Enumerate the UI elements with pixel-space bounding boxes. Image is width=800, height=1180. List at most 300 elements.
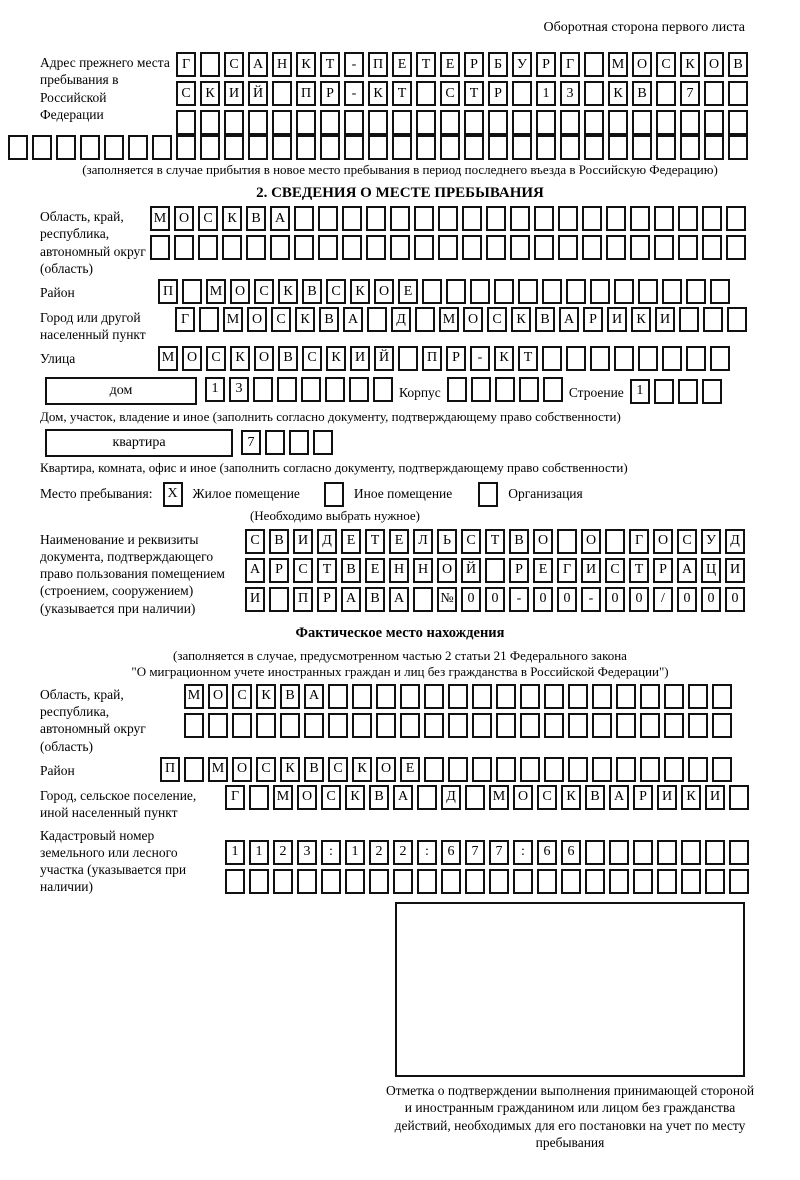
char-cell[interactable]: :	[417, 840, 437, 865]
char-cell[interactable]	[424, 684, 444, 709]
char-cell[interactable]: И	[350, 346, 370, 371]
char-cell[interactable]	[488, 110, 508, 135]
char-cell[interactable]	[464, 135, 484, 160]
char-cell[interactable]	[616, 684, 636, 709]
char-cell[interactable]: 6	[561, 840, 581, 865]
char-cell[interactable]	[320, 135, 340, 160]
char-cell[interactable]: О	[297, 785, 317, 810]
char-cell[interactable]: О	[174, 206, 194, 231]
char-cell[interactable]	[470, 279, 490, 304]
char-cell[interactable]	[296, 110, 316, 135]
char-cell[interactable]: А	[270, 206, 290, 231]
char-cell[interactable]	[224, 135, 244, 160]
char-cell[interactable]	[392, 110, 412, 135]
char-cell[interactable]: Р	[536, 52, 556, 77]
char-cell[interactable]: О	[704, 52, 724, 77]
char-cell[interactable]	[519, 377, 539, 402]
char-cell[interactable]: 3	[297, 840, 317, 865]
char-cell[interactable]	[712, 684, 732, 709]
char-cell[interactable]: О	[376, 757, 396, 782]
char-cell[interactable]	[304, 713, 324, 738]
char-cell[interactable]	[465, 869, 485, 894]
char-cell[interactable]: 0	[677, 587, 697, 612]
char-cell[interactable]	[681, 869, 701, 894]
char-cell[interactable]	[592, 684, 612, 709]
char-cell[interactable]: Й	[248, 81, 268, 106]
char-cell[interactable]: О	[247, 307, 267, 332]
char-cell[interactable]: О	[581, 529, 601, 554]
char-cell[interactable]	[176, 110, 196, 135]
char-cell[interactable]	[678, 379, 698, 404]
char-cell[interactable]	[249, 869, 269, 894]
char-cell[interactable]	[561, 869, 581, 894]
char-cell[interactable]	[80, 135, 100, 160]
char-cell[interactable]: М	[439, 307, 459, 332]
char-cell[interactable]	[417, 785, 437, 810]
char-cell[interactable]: Р	[446, 346, 466, 371]
char-cell[interactable]: П	[160, 757, 180, 782]
char-cell[interactable]: :	[513, 840, 533, 865]
char-cell[interactable]	[640, 713, 660, 738]
char-cell[interactable]: С	[232, 684, 252, 709]
char-cell[interactable]: 0	[701, 587, 721, 612]
char-cell[interactable]: К	[230, 346, 250, 371]
char-cell[interactable]	[630, 235, 650, 260]
char-cell[interactable]: Е	[392, 52, 412, 77]
char-cell[interactable]: У	[701, 529, 721, 554]
char-cell[interactable]	[520, 757, 540, 782]
char-cell[interactable]: И	[655, 307, 675, 332]
char-cell[interactable]	[416, 110, 436, 135]
char-cell[interactable]: Ь	[437, 529, 457, 554]
char-cell[interactable]: Р	[583, 307, 603, 332]
char-cell[interactable]: С	[254, 279, 274, 304]
char-cell[interactable]	[246, 235, 266, 260]
organizatsiya-checkbox[interactable]	[478, 482, 498, 507]
char-cell[interactable]: -	[344, 81, 364, 106]
char-cell[interactable]: К	[296, 52, 316, 77]
char-cell[interactable]: К	[494, 346, 514, 371]
char-cell[interactable]	[368, 110, 388, 135]
char-cell[interactable]	[182, 279, 202, 304]
char-cell[interactable]: В	[728, 52, 748, 77]
char-cell[interactable]	[510, 206, 530, 231]
char-cell[interactable]	[232, 713, 252, 738]
char-cell[interactable]	[544, 684, 564, 709]
char-cell[interactable]	[464, 110, 484, 135]
char-cell[interactable]	[662, 279, 682, 304]
char-cell[interactable]	[513, 869, 533, 894]
char-cell[interactable]: А	[245, 558, 265, 583]
char-cell[interactable]: К	[608, 81, 628, 106]
char-cell[interactable]: Е	[440, 52, 460, 77]
char-cell[interactable]: Т	[365, 529, 385, 554]
char-cell[interactable]	[512, 135, 532, 160]
char-cell[interactable]: С	[256, 757, 276, 782]
char-cell[interactable]	[494, 279, 514, 304]
char-cell[interactable]: К	[278, 279, 298, 304]
char-cell[interactable]	[520, 684, 540, 709]
char-cell[interactable]	[486, 235, 506, 260]
char-cell[interactable]	[712, 713, 732, 738]
char-cell[interactable]	[390, 206, 410, 231]
char-cell[interactable]: С	[326, 279, 346, 304]
char-cell[interactable]: О	[182, 346, 202, 371]
char-cell[interactable]: С	[198, 206, 218, 231]
char-cell[interactable]	[495, 377, 515, 402]
zhiloe-checkbox[interactable]: X	[163, 482, 183, 507]
char-cell[interactable]	[584, 81, 604, 106]
char-cell[interactable]	[542, 346, 562, 371]
char-cell[interactable]	[582, 206, 602, 231]
char-cell[interactable]	[606, 206, 626, 231]
char-cell[interactable]	[654, 235, 674, 260]
char-cell[interactable]	[705, 840, 725, 865]
char-cell[interactable]: 0	[725, 587, 745, 612]
char-cell[interactable]	[544, 713, 564, 738]
char-cell[interactable]	[422, 279, 442, 304]
char-cell[interactable]: В	[269, 529, 289, 554]
char-cell[interactable]: М	[608, 52, 628, 77]
char-cell[interactable]	[590, 279, 610, 304]
char-cell[interactable]: В	[278, 346, 298, 371]
char-cell[interactable]	[534, 235, 554, 260]
char-cell[interactable]	[560, 135, 580, 160]
char-cell[interactable]: :	[321, 840, 341, 865]
char-cell[interactable]	[729, 785, 749, 810]
char-cell[interactable]: К	[511, 307, 531, 332]
char-cell[interactable]	[392, 135, 412, 160]
char-cell[interactable]	[688, 757, 708, 782]
char-cell[interactable]: -	[509, 587, 529, 612]
char-cell[interactable]: А	[343, 307, 363, 332]
char-cell[interactable]	[471, 377, 491, 402]
char-cell[interactable]	[638, 346, 658, 371]
char-cell[interactable]	[679, 307, 699, 332]
char-cell[interactable]	[424, 757, 444, 782]
char-cell[interactable]	[342, 235, 362, 260]
char-cell[interactable]: С	[302, 346, 322, 371]
char-cell[interactable]	[566, 279, 586, 304]
char-cell[interactable]: К	[222, 206, 242, 231]
char-cell[interactable]: К	[680, 52, 700, 77]
char-cell[interactable]	[728, 135, 748, 160]
char-cell[interactable]	[56, 135, 76, 160]
char-cell[interactable]: Е	[341, 529, 361, 554]
char-cell[interactable]: И	[705, 785, 725, 810]
char-cell[interactable]	[368, 135, 388, 160]
char-cell[interactable]: Е	[365, 558, 385, 583]
char-cell[interactable]	[413, 587, 433, 612]
char-cell[interactable]	[496, 757, 516, 782]
char-cell[interactable]	[710, 279, 730, 304]
char-cell[interactable]: Л	[413, 529, 433, 554]
char-cell[interactable]	[710, 346, 730, 371]
char-cell[interactable]	[609, 840, 629, 865]
char-cell[interactable]	[376, 684, 396, 709]
char-cell[interactable]: О	[374, 279, 394, 304]
char-cell[interactable]	[8, 135, 28, 160]
char-cell[interactable]: К	[681, 785, 701, 810]
char-cell[interactable]: Д	[725, 529, 745, 554]
char-cell[interactable]	[534, 206, 554, 231]
char-cell[interactable]	[438, 206, 458, 231]
char-cell[interactable]: В	[509, 529, 529, 554]
char-cell[interactable]	[584, 52, 604, 77]
char-cell[interactable]: О	[632, 52, 652, 77]
char-cell[interactable]	[558, 235, 578, 260]
char-cell[interactable]	[488, 135, 508, 160]
char-cell[interactable]	[654, 206, 674, 231]
char-cell[interactable]: /	[653, 587, 673, 612]
char-cell[interactable]	[222, 235, 242, 260]
char-cell[interactable]	[489, 869, 509, 894]
char-cell[interactable]	[568, 713, 588, 738]
char-cell[interactable]: О	[230, 279, 250, 304]
char-cell[interactable]	[680, 110, 700, 135]
char-cell[interactable]: С	[176, 81, 196, 106]
char-cell[interactable]: Т	[464, 81, 484, 106]
char-cell[interactable]: 1	[205, 377, 225, 402]
char-cell[interactable]	[712, 757, 732, 782]
char-cell[interactable]	[557, 529, 577, 554]
char-cell[interactable]	[448, 757, 468, 782]
char-cell[interactable]	[664, 684, 684, 709]
char-cell[interactable]	[606, 235, 626, 260]
char-cell[interactable]	[32, 135, 52, 160]
char-cell[interactable]: К	[561, 785, 581, 810]
char-cell[interactable]: С	[321, 785, 341, 810]
char-cell[interactable]: И	[245, 587, 265, 612]
char-cell[interactable]: Т	[320, 52, 340, 77]
char-cell[interactable]: Р	[269, 558, 289, 583]
char-cell[interactable]	[543, 377, 563, 402]
char-cell[interactable]: Е	[389, 529, 409, 554]
char-cell[interactable]	[605, 529, 625, 554]
char-cell[interactable]	[656, 81, 676, 106]
char-cell[interactable]: И	[293, 529, 313, 554]
char-cell[interactable]	[566, 346, 586, 371]
char-cell[interactable]	[729, 869, 749, 894]
char-cell[interactable]	[272, 110, 292, 135]
char-cell[interactable]: 1	[345, 840, 365, 865]
char-cell[interactable]: -	[470, 346, 490, 371]
char-cell[interactable]	[614, 346, 634, 371]
char-cell[interactable]	[446, 279, 466, 304]
char-cell[interactable]: А	[609, 785, 629, 810]
char-cell[interactable]	[318, 206, 338, 231]
char-cell[interactable]	[184, 757, 204, 782]
char-cell[interactable]: С	[328, 757, 348, 782]
char-cell[interactable]: С	[537, 785, 557, 810]
char-cell[interactable]: В	[365, 587, 385, 612]
char-cell[interactable]	[199, 307, 219, 332]
char-cell[interactable]	[638, 279, 658, 304]
char-cell[interactable]	[448, 713, 468, 738]
char-cell[interactable]: 7	[241, 430, 261, 455]
char-cell[interactable]	[705, 869, 725, 894]
char-cell[interactable]	[373, 377, 393, 402]
char-cell[interactable]: Е	[533, 558, 553, 583]
char-cell[interactable]	[702, 206, 722, 231]
char-cell[interactable]	[400, 713, 420, 738]
char-cell[interactable]	[592, 757, 612, 782]
char-cell[interactable]	[438, 235, 458, 260]
char-cell[interactable]: 0	[533, 587, 553, 612]
char-cell[interactable]	[542, 279, 562, 304]
char-cell[interactable]: С	[605, 558, 625, 583]
char-cell[interactable]: С	[245, 529, 265, 554]
char-cell[interactable]	[280, 713, 300, 738]
char-cell[interactable]: С	[677, 529, 697, 554]
char-cell[interactable]: В	[280, 684, 300, 709]
char-cell[interactable]: В	[341, 558, 361, 583]
char-cell[interactable]: 1	[249, 840, 269, 865]
char-cell[interactable]	[366, 235, 386, 260]
char-cell[interactable]	[352, 713, 372, 738]
char-cell[interactable]: О	[533, 529, 553, 554]
char-cell[interactable]	[369, 869, 389, 894]
char-cell[interactable]	[608, 110, 628, 135]
char-cell[interactable]: Д	[391, 307, 411, 332]
char-cell[interactable]	[520, 713, 540, 738]
char-cell[interactable]	[664, 713, 684, 738]
char-cell[interactable]	[614, 279, 634, 304]
char-cell[interactable]: Г	[225, 785, 245, 810]
char-cell[interactable]: К	[200, 81, 220, 106]
char-cell[interactable]	[104, 135, 124, 160]
char-cell[interactable]	[616, 713, 636, 738]
char-cell[interactable]	[703, 307, 723, 332]
char-cell[interactable]: А	[248, 52, 268, 77]
char-cell[interactable]: Т	[416, 52, 436, 77]
char-cell[interactable]: С	[461, 529, 481, 554]
char-cell[interactable]: Р	[320, 81, 340, 106]
char-cell[interactable]	[415, 307, 435, 332]
char-cell[interactable]	[728, 110, 748, 135]
char-cell[interactable]	[176, 135, 196, 160]
char-cell[interactable]: М	[489, 785, 509, 810]
char-cell[interactable]	[688, 684, 708, 709]
char-cell[interactable]	[447, 377, 467, 402]
char-cell[interactable]: Р	[464, 52, 484, 77]
char-cell[interactable]	[152, 135, 172, 160]
inoe-checkbox[interactable]	[324, 482, 344, 507]
char-cell[interactable]: Е	[398, 279, 418, 304]
char-cell[interactable]	[224, 110, 244, 135]
char-cell[interactable]: 0	[629, 587, 649, 612]
char-cell[interactable]: А	[393, 785, 413, 810]
char-cell[interactable]	[657, 840, 677, 865]
char-cell[interactable]	[657, 869, 677, 894]
char-cell[interactable]	[654, 379, 674, 404]
char-cell[interactable]: 0	[605, 587, 625, 612]
char-cell[interactable]: Р	[633, 785, 653, 810]
char-cell[interactable]: 0	[461, 587, 481, 612]
char-cell[interactable]	[536, 135, 556, 160]
char-cell[interactable]: 2	[369, 840, 389, 865]
char-cell[interactable]	[632, 110, 652, 135]
char-cell[interactable]: О	[513, 785, 533, 810]
char-cell[interactable]: М	[158, 346, 178, 371]
char-cell[interactable]	[465, 785, 485, 810]
char-cell[interactable]: А	[389, 587, 409, 612]
char-cell[interactable]	[640, 684, 660, 709]
char-cell[interactable]: Б	[488, 52, 508, 77]
char-cell[interactable]	[678, 206, 698, 231]
char-cell[interactable]	[272, 81, 292, 106]
char-cell[interactable]	[472, 684, 492, 709]
char-cell[interactable]: 7	[680, 81, 700, 106]
char-cell[interactable]: Д	[317, 529, 337, 554]
char-cell[interactable]	[344, 110, 364, 135]
char-cell[interactable]: Т	[485, 529, 505, 554]
char-cell[interactable]: 6	[441, 840, 461, 865]
char-cell[interactable]	[582, 235, 602, 260]
char-cell[interactable]: 1	[630, 379, 650, 404]
char-cell[interactable]	[349, 377, 369, 402]
char-cell[interactable]	[296, 135, 316, 160]
char-cell[interactable]: С	[224, 52, 244, 77]
char-cell[interactable]	[325, 377, 345, 402]
char-cell[interactable]: П	[296, 81, 316, 106]
char-cell[interactable]: С	[206, 346, 226, 371]
char-cell[interactable]: К	[368, 81, 388, 106]
char-cell[interactable]: П	[158, 279, 178, 304]
char-cell[interactable]	[537, 869, 557, 894]
char-cell[interactable]: 1	[225, 840, 245, 865]
char-cell[interactable]	[688, 713, 708, 738]
char-cell[interactable]	[496, 684, 516, 709]
char-cell[interactable]: В	[369, 785, 389, 810]
char-cell[interactable]: Г	[629, 529, 649, 554]
char-cell[interactable]	[462, 206, 482, 231]
char-cell[interactable]: №	[437, 587, 457, 612]
char-cell[interactable]	[328, 684, 348, 709]
char-cell[interactable]	[632, 135, 652, 160]
char-cell[interactable]	[558, 206, 578, 231]
char-cell[interactable]	[313, 430, 333, 455]
char-cell[interactable]	[297, 869, 317, 894]
char-cell[interactable]	[633, 869, 653, 894]
char-cell[interactable]: 2	[393, 840, 413, 865]
char-cell[interactable]	[289, 430, 309, 455]
char-cell[interactable]	[472, 713, 492, 738]
char-cell[interactable]	[448, 684, 468, 709]
char-cell[interactable]: 2	[273, 840, 293, 865]
char-cell[interactable]	[518, 279, 538, 304]
char-cell[interactable]: В	[585, 785, 605, 810]
char-cell[interactable]: Р	[653, 558, 673, 583]
char-cell[interactable]	[208, 713, 228, 738]
char-cell[interactable]	[585, 869, 605, 894]
char-cell[interactable]: П	[422, 346, 442, 371]
char-cell[interactable]	[328, 713, 348, 738]
char-cell[interactable]	[656, 135, 676, 160]
char-cell[interactable]	[128, 135, 148, 160]
char-cell[interactable]	[344, 135, 364, 160]
char-cell[interactable]	[686, 346, 706, 371]
char-cell[interactable]: М	[273, 785, 293, 810]
char-cell[interactable]	[390, 235, 410, 260]
char-cell[interactable]: И	[581, 558, 601, 583]
char-cell[interactable]: М	[150, 206, 170, 231]
char-cell[interactable]	[441, 869, 461, 894]
char-cell[interactable]	[592, 713, 612, 738]
char-cell[interactable]	[726, 235, 746, 260]
char-cell[interactable]: 6	[537, 840, 557, 865]
char-cell[interactable]	[727, 307, 747, 332]
